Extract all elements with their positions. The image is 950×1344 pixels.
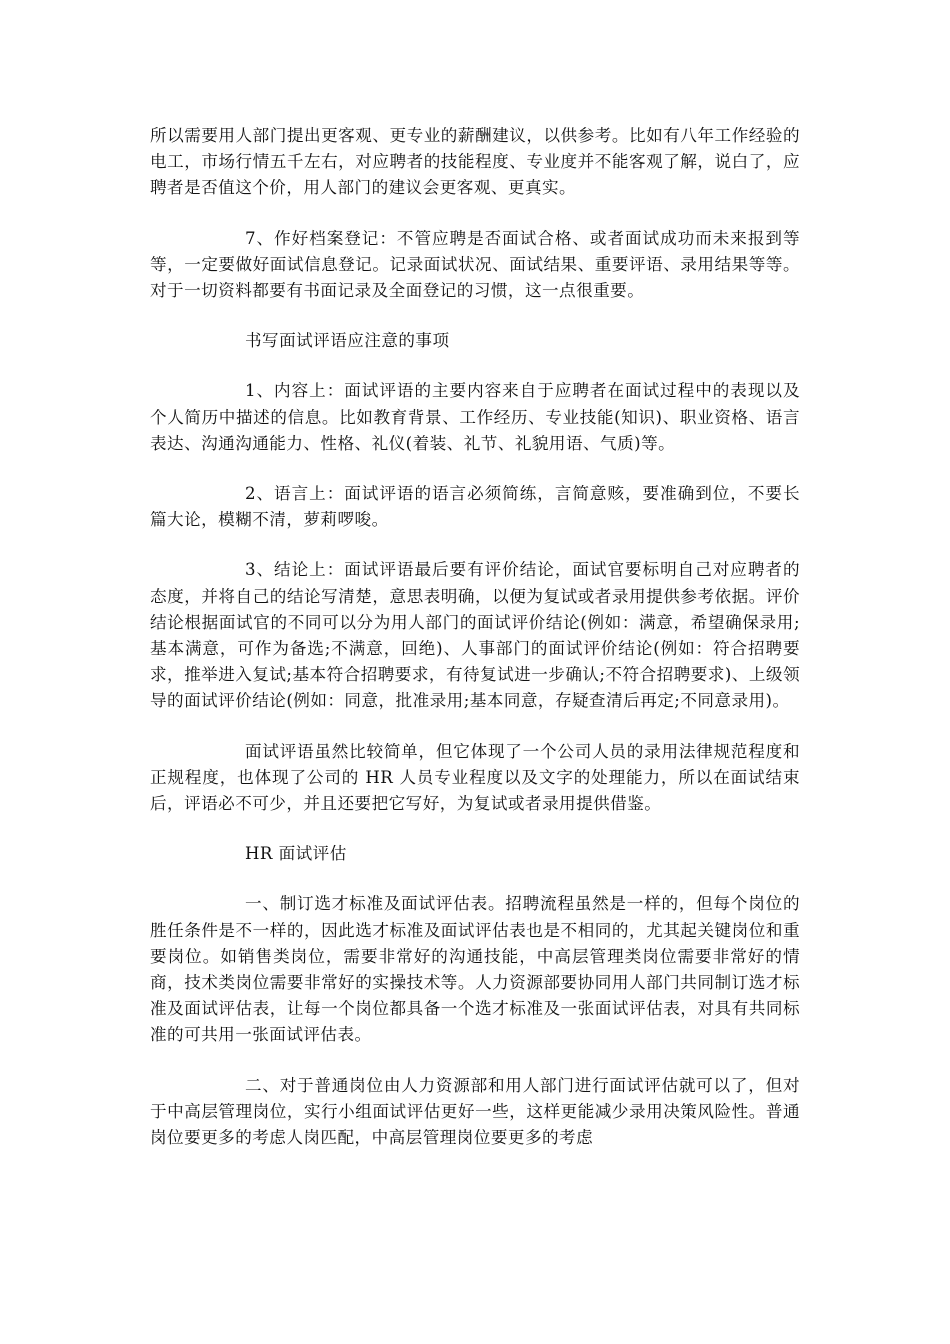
paragraph-salary-advice: 所以需要用人部门提出更客观、更专业的薪酬建议，以供参考。比如有八年工作经验的电工，市场行情五千左右，对应聘者的技能程度、专业度并不能客观了解，说白了，应聘者是否值这个价，用人部门的建议会更客观、更真实。 — [150, 126, 800, 198]
section-heading-evaluation-notes: 书写面试评语应注意的事项 — [245, 331, 450, 351]
paragraph-conclusion: 3、结论上：面试评语最后要有评价结论，面试官要标明自己对应聘者的态度，并将自己的结论写清楚，意思表明确，以便为复试或者录用提供参考依据。评价结论根据面试官的不同可以分为用人部门的面试评价结论(例如：满意，希望确保录用;基本满意，可作为备选;不满意，回绝)、人事部门的面试评价结论(例如：符合招聘要求，推举进入复试;基本符合招聘要求，有待复试进一步确认;不符合招聘要求)、上级领导的面试评价结论(例如：同意，批准录用;基本同意，存疑查清后再定;不同意录用)。 — [150, 560, 800, 711]
paragraph-group-evaluation: 二、对于普通岗位由人力资源部和用人部门进行面试评估就可以了，但对于中高层管理岗位，实行小组面试评估更好一些，这样更能减少录用决策风险性。普通岗位要更多的考虑人岗匹配，中高层管理岗位要更多的考虑 — [150, 1075, 800, 1148]
paragraph-content: 1、内容上：面试评语的主要内容来自于应聘者在面试过程中的表现以及个人简历中描述的信息。比如教育背景、工作经历、专业技能(知识)、职业资格、语言表达、沟通沟通能力、性格、礼仪(着装、礼节、礼貌用语、气质)等。 — [150, 381, 800, 453]
paragraph-archive-registration: 7、作好档案登记：不管应聘是否面试合格、或者面试成功而未来报到等等，一定要做好面试信息登记。记录面试状况、面试结果、重要评语、录用结果等等。对于一切资料都要有书面记录及全面登记的习惯，这一点很重要。 — [150, 228, 800, 301]
paragraph-summary: 面试评语虽然比较简单，但它体现了一个公司人员的录用法律规范程度和正规程度，也体现了公司的 HR 人员专业程度以及文字的处理能力，所以在面试结束后，评语必不可少，并且还要把它写好，为复试或者录用提供借鉴。 — [150, 741, 800, 814]
paragraph-language: 2、语言上：面试评语的语言必须简练，言简意赅，要准确到位，不要长篇大论，模糊不清，萝莉啰唆。 — [150, 484, 800, 530]
section-heading-hr-evaluation: HR 面试评估 — [245, 844, 347, 864]
paragraph-selection-standard: 一、制订选才标准及面试评估表。招聘流程虽然是一样的，但每个岗位的胜任条件是不一样的，因此选才标准及面试评估表也是不相同的，尤其起关键岗位和重要岗位。如销售类岗位，需要非常好的沟通技能，中高层管理类岗位需要非常好的情商，技术类岗位需要非常好的实操技术等。人力资源部要协同用人部门共同制订选才标准及面试评估表，让每一个岗位都具备一个选才标准及一张面试评估表，对具有共同标准的可共用一张面试评估表。 — [150, 894, 800, 1045]
document-page — [150, 123, 800, 1175]
